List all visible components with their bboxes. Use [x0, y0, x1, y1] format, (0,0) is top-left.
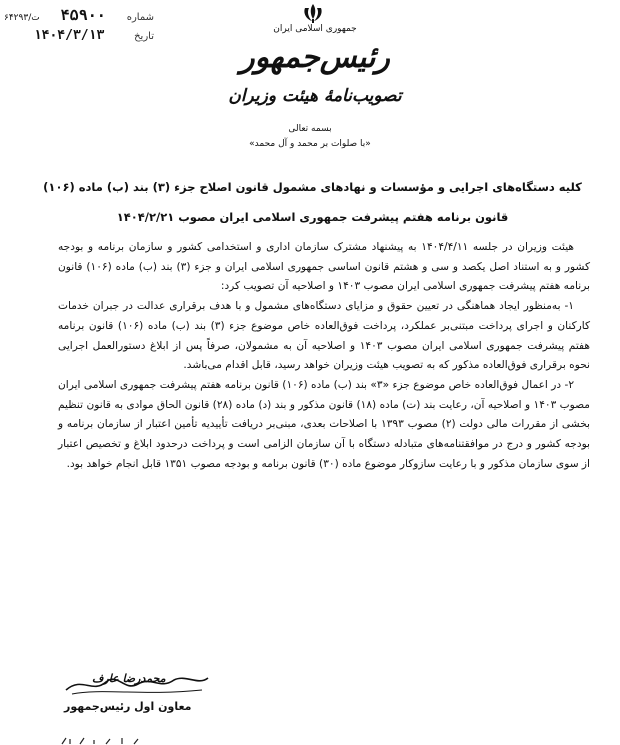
- signer-name: محمدرضا عارف: [92, 672, 166, 685]
- date-row: [4, 28, 154, 50]
- number-value: ۴۵۹۰۰: [60, 6, 106, 24]
- date-label: تاریخ: [134, 31, 154, 42]
- attachment-group: ت/۶۴۲۹۳: [4, 13, 40, 23]
- republic-label: جمهوری اسلامی ایران: [273, 24, 357, 34]
- iran-emblem-icon: [300, 2, 326, 24]
- number-label: شماره: [126, 12, 154, 23]
- date-value: ۱۴۰۴/۳/۱۳: [33, 28, 105, 43]
- decree-title: کلیه دستگاه‌های اجرایی و مؤسسات و نهادهای مشمول قانون اصلاح جزء (۳) بند (ب) ماده (۱۰۶) قانون برنامه هفتم پیشرفت جمهوری اسلامی ایران مصوب ۱۴۰۴/۲/۲۱: [43, 180, 582, 224]
- attachment-label: ت: [31, 13, 40, 23]
- basmala: بسمه تعالی: [288, 124, 332, 134]
- document-meta: [4, 6, 154, 50]
- salawat: «با صلوات بر محمد و آل محمد»: [249, 139, 371, 149]
- president-title: رئیس‌جمهور: [240, 40, 390, 75]
- paragraph-article-2: ۲- در اعمال فوق‌العاده خاص موضوع جزء «۳» بند (ب) ماده (۱۰۶) قانون برنامه هفتم پیشرفت جمهوری اسلامی ایران مصوب ۱۴۰۳ و اصلاحیه آن، رعایت بند (ت) ماده (۱۸) قانون مذکور و بند (د) ماده (۲۸) قانون الحاق موادی به قانون تنظیم بخشی از مقررات مالی دولت (۲) مصوب ۱۳۹۳ با اصلاحات بعدی، مبنی‌بر دریافت تأییدیه تأمین اعتبار از سازمان برنامه و بودجه کشور و درج در موافقتنامه‌های متبادله دستگاه با آن سازمان الزامی است و پرداخت درحدود ابلاغ و تخصیص اعتبار از سوی سازمان مذکور و با رعایت سازوکار موضوع ماده (۳۰) قانون برنامه و بودجه مصوب ۱۳۵۱ قابل انجام خواهد بود.: [58, 378, 590, 470]
- cabinet-decree-subtitle: تصویب‌نامهٔ هیئت وزیران: [228, 86, 402, 106]
- cut-off-line: [60, 736, 140, 745]
- paragraph-article-1: ۱- به‌منظور ایجاد هماهنگی در تعیین حقوق و مزایای دستگاه‌های مشمول و با هدف برقراری عدالت در جبران خدمات کارکنان و اجرای پرداخت مبتنی‌بر عملکرد، پرداخت فوق‌العاده خاص موضوع جزء (۳) بند (ب) ماده (۱۰۶) قانون برنامه هفتم پیشرفت جمهوری اسلامی ایران مصوب ۱۴۰۳ و اصلاحیه آن به مشمولان، صرفاً پس از ابلاغ دستورالعمل اجرایی نحوه برقراری فوق‌العاده مذکور که به تصویب هیئت وزیران خواهد رسید، قابل اقدام می‌باشد.: [58, 300, 590, 372]
- paragraph-intro: هیئت وزیران در جلسه ۱۴۰۴/۴/۱۱ به پیشنهاد مشترک سازمان اداری و استخدامی کشور و سازمان برنامه و بودجه کشور و به استناد اصل یکصد و سی و هشتم قانون اساسی جمهوری اسلامی ایران و جزء (۳) بند (ب) ماده (۱۰۶) قانون برنامه هفتم پیشرفت جمهوری اسلامی ایران مصوب ۱۴۰۳ و اصلاحیه آن تصویب کرد:: [58, 241, 590, 293]
- signer-role: معاون اول رئیس‌جمهور: [64, 700, 192, 713]
- decree-body: [58, 238, 590, 474]
- number-row: [4, 6, 154, 28]
- attachment-value: ۶۴۲۹۳: [4, 13, 29, 23]
